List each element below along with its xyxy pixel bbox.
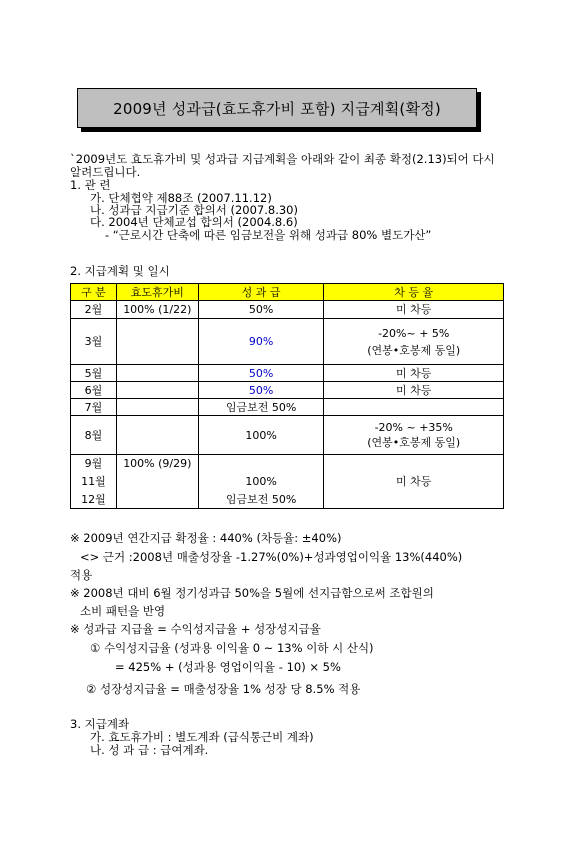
cell-performance: 임금보전 50% — [198, 399, 324, 416]
section1-item-c: 다. 2004년 단체교섭 합의서 (2004.8.6) — [90, 215, 298, 229]
section3-item-a: 가. 효도휴가비 : 별도계좌 (급식통근비 계좌) — [90, 730, 314, 744]
table-row — [71, 399, 504, 416]
cell-rate — [324, 399, 504, 416]
section1-item-b: 나. 성과급 지급기준 합의서 (2007.8.30) — [90, 203, 298, 217]
note-annual-rate: ※ 2009년 연간지급 확정율 : 440% (차등율: ±40%) — [70, 531, 342, 545]
cell-hyodo — [116, 382, 198, 399]
note-profit-rate: ① 수익성지급율 (성과용 이익율 0 ~ 13% 이하 시 산식) — [90, 641, 374, 655]
rate-range: -20% ~ +35% — [374, 421, 453, 434]
section1-heading: 1. 관 련 — [70, 178, 111, 192]
cell-performance — [198, 455, 324, 509]
section1-note: - “근로시간 단축에 따른 임금보전을 위해 성과급 80% 별도가산” — [105, 228, 432, 242]
cell-rate — [324, 416, 504, 455]
cell-performance: 50% — [198, 301, 324, 319]
cell-rate: 미 차등 — [324, 301, 504, 319]
note-profit-formula: = 425% + (성과용 영업이익율 - 10) × 5% — [115, 660, 341, 674]
cell-hyodo: 100% (1/22) — [116, 301, 198, 319]
header-performance: 성 과 급 — [198, 284, 324, 301]
note-basis: <> 근거 :2008년 매출성장율 -1.27%(0%)+성과영업이익율 13%(440%) — [80, 550, 463, 564]
cell-rate: 미 차등 — [324, 455, 504, 509]
table-row — [71, 365, 504, 382]
note-advance-cont: 소비 패턴을 반영 — [80, 604, 166, 618]
cell-performance: 50% — [198, 382, 324, 399]
page-title: 2009년 성과급(효도휴가비 포함) 지급계획(확정) — [77, 88, 477, 128]
cell-hyodo — [116, 319, 198, 365]
cell-month: 3월 — [71, 319, 117, 365]
cell-performance: 90% — [198, 319, 324, 365]
cell-rate — [324, 319, 504, 365]
cell-hyodo — [116, 416, 198, 455]
note-formula: ※ 성과급 지급율 = 수익성지급율 + 성장성지급율 — [70, 622, 321, 636]
intro-text: `2009년도 효도휴가비 및 성과급 지급계획을 아래와 같이 최종 확정(2.13)되어 다시 알려드립니다. — [70, 152, 495, 179]
table-row — [71, 382, 504, 399]
month-sep: 9월 — [84, 457, 103, 470]
table-row — [71, 455, 504, 509]
note-growth-rate: ② 성장성지급율 = 매출성장율 1% 성장 당 8.5% 적용 — [86, 682, 361, 696]
cell-performance: 100% — [198, 416, 324, 455]
cell-month: 5월 — [71, 365, 117, 382]
section3-item-b: 나. 성 과 급 : 급여계좌. — [90, 743, 209, 757]
cell-hyodo — [116, 365, 198, 382]
section1-item-a: 가. 단체협약 제88조 (2007.11.12) — [90, 191, 272, 205]
cell-month — [71, 455, 117, 509]
perf-dec: 임금보전 50% — [225, 493, 297, 506]
table-row — [71, 319, 504, 365]
header-hyodo: 효도휴가비 — [116, 284, 198, 301]
cell-rate: 미 차등 — [324, 382, 504, 399]
month-dec: 12월 — [81, 493, 106, 506]
note-advance: ※ 2008년 대비 6월 정기성과급 50%을 5월에 선지급함으로써 조합원의 — [70, 586, 434, 600]
rate-note: (연봉•호봉제 동일) — [367, 436, 461, 449]
note-basis-cont: 적용 — [70, 568, 93, 582]
cell-month: 8월 — [71, 416, 117, 455]
perf-nov: 100% — [245, 475, 277, 488]
cell-month: 2월 — [71, 301, 117, 319]
section3-heading: 3. 지급계좌 — [70, 717, 130, 731]
cell-month: 7월 — [71, 399, 117, 416]
section2-heading: 2. 지급계획 및 일시 — [70, 264, 170, 278]
month-nov: 11월 — [81, 475, 106, 488]
cell-month: 6월 — [71, 382, 117, 399]
cell-hyodo — [116, 399, 198, 416]
title-banner — [77, 88, 477, 132]
table-row — [71, 416, 504, 455]
rate-range: -20%~ + 5% — [378, 326, 450, 340]
header-rate: 차 등 율 — [324, 284, 504, 301]
cell-hyodo: 100% (9/29) — [116, 455, 198, 509]
header-category: 구 분 — [71, 284, 117, 301]
table-row — [71, 301, 504, 319]
rate-note: (연봉•호봉제 동일) — [367, 343, 461, 357]
cell-performance: 50% — [198, 365, 324, 382]
cell-rate: 미 차등 — [324, 365, 504, 382]
payment-plan-table — [70, 283, 504, 509]
table-header-row — [71, 284, 504, 301]
